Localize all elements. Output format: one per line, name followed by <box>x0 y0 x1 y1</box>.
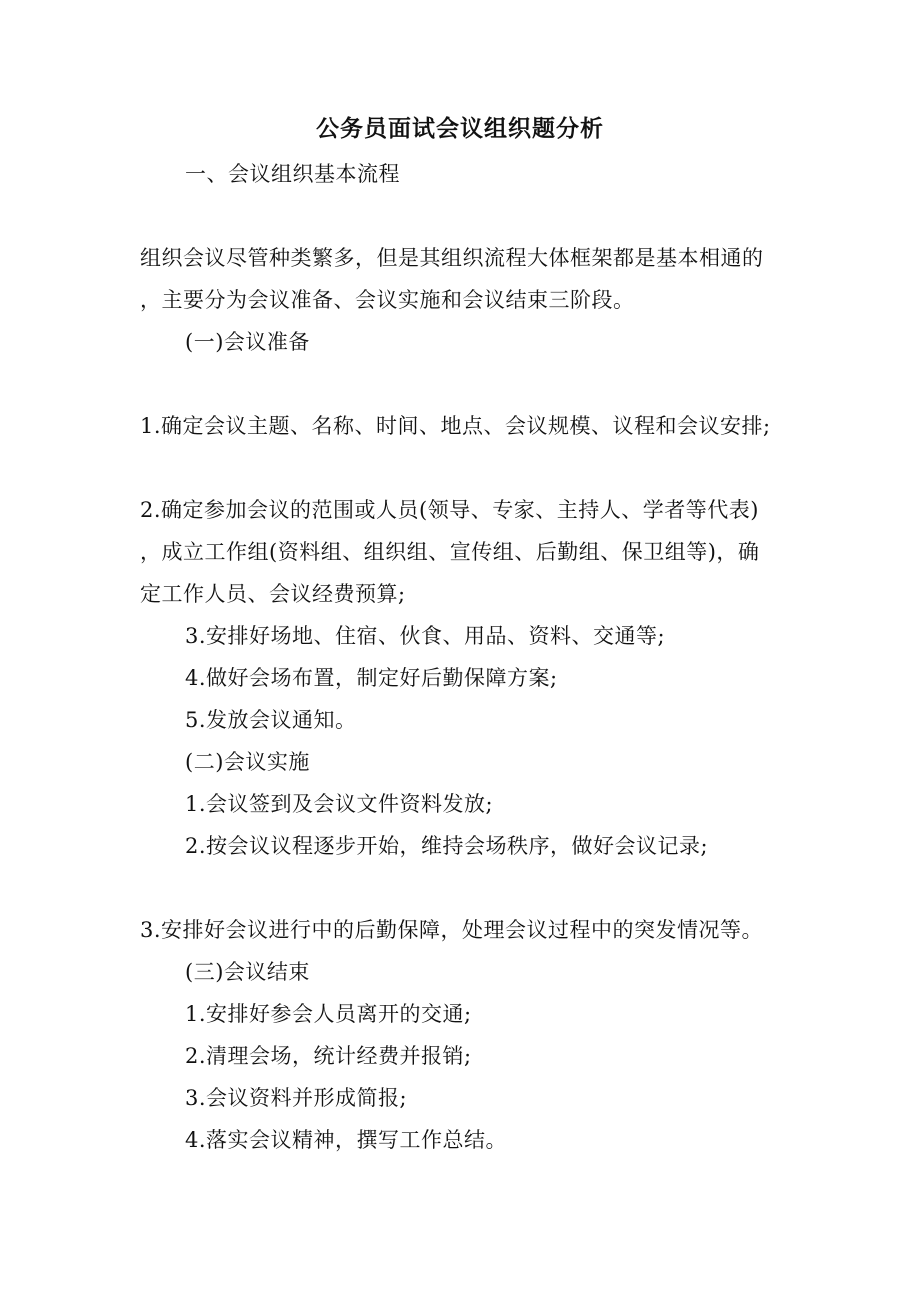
section-heading: 一、会议组织基本流程 <box>185 162 400 186</box>
closing-item-2: 2.清理会场，统计经费并报销; <box>185 1044 472 1068</box>
closing-item-3: 3.会议资料并形成简报; <box>185 1086 408 1110</box>
implementation-item-3: 3.安排好会议进行中的后勤保障，处理会议过程中的突发情况等。 <box>140 918 764 942</box>
subsection-heading-preparation: (一)会议准备 <box>185 330 310 354</box>
preparation-item-1: 1.确定会议主题、名称、时间、地点、会议规模、议程和会议安排; <box>140 414 771 438</box>
preparation-item-2-line-2: ，成立工作组(资料组、组织组、宣传组、后勤组、保卫组等)，确 <box>140 540 760 564</box>
intro-paragraph-line-2: ，主要分为会议准备、会议实施和会议结束三阶段。 <box>140 288 635 312</box>
intro-paragraph-line-1: 组织会议尽管种类繁多，但是其组织流程大体框架都是基本相通的 <box>140 246 764 270</box>
closing-item-1: 1.安排好参会人员离开的交通; <box>185 1002 472 1026</box>
implementation-item-2: 2.按会议议程逐步开始，维持会场秩序，做好会议记录; <box>185 834 709 858</box>
document-title: 公务员面试会议组织题分析 <box>316 116 604 142</box>
closing-item-4: 4.落实会议精神，撰写工作总结。 <box>185 1128 508 1152</box>
preparation-item-2-line-1: 2.确定参加会议的范围或人员(领导、专家、主持人、学者等代表) <box>140 498 759 522</box>
preparation-item-4: 4.做好会场布置，制定好后勤保障方案; <box>185 666 558 690</box>
implementation-item-1: 1.会议签到及会议文件资料发放; <box>185 792 494 816</box>
preparation-item-3: 3.安排好场地、住宿、伙食、用品、资料、交通等; <box>185 624 666 648</box>
preparation-item-2-line-3: 定工作人员、会议经费预算; <box>140 582 406 606</box>
subsection-heading-closing: (三)会议结束 <box>185 960 310 984</box>
preparation-item-5: 5.发放会议通知。 <box>185 708 357 732</box>
subsection-heading-implementation: (二)会议实施 <box>185 750 310 774</box>
